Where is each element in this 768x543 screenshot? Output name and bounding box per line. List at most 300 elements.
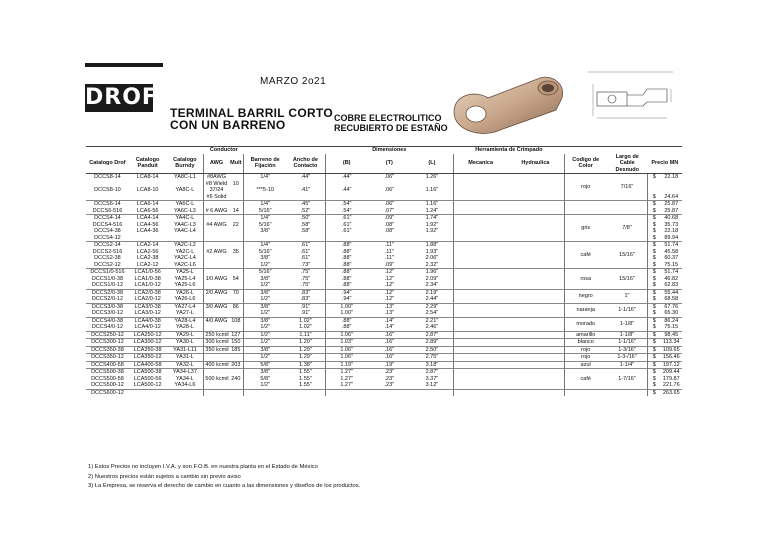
cell-hidraulica — [507, 310, 564, 317]
cell-barreno — [244, 235, 287, 242]
cell-precio: 67.76 — [660, 303, 682, 310]
cell-ancho: .83" — [300, 296, 311, 302]
cell-catalogo-drof: DCCS2-14 — [86, 242, 129, 249]
cell-catalogo-burndy: YA28-L4 — [166, 317, 204, 324]
cell-dim-t: .14" — [368, 317, 411, 324]
cell-catalogo-panduit: LCA300-12 — [129, 339, 167, 347]
cell-barreno: 1/2" — [244, 339, 287, 347]
cell-dim-t: .19" — [368, 361, 411, 369]
cell-dim-l — [411, 389, 454, 396]
cell-largo-cable: 7/8" — [607, 215, 648, 242]
cell-dim-t: .23" — [384, 375, 395, 382]
cell-largo-cable: 1-1/4" — [607, 361, 648, 369]
cell-ancho: .61" — [300, 248, 311, 255]
cell-hidraulica — [507, 201, 564, 208]
cell-barreno: 3/8" — [244, 303, 287, 310]
cell-barreno: 3/8" — [244, 289, 287, 296]
col-codigo-color: Codigo de Color — [564, 154, 607, 174]
cell-dim-b: 1.19" — [325, 361, 368, 369]
cell-ancho: .75" — [286, 269, 325, 276]
cell-mecanica — [454, 269, 508, 276]
cell-dim-l: 3.18" — [411, 361, 454, 369]
cell-mecanica — [454, 282, 508, 289]
cell-hidraulica — [507, 317, 564, 324]
cell-largo-cable: 15/16" — [607, 269, 648, 290]
cell-mecanica — [454, 369, 508, 376]
cell-ancho: .45" — [286, 201, 325, 208]
cell-catalogo-drof: DCCS4/0-38 — [86, 317, 129, 324]
cell-codigo-color — [564, 201, 607, 215]
cell-catalogo-drof: DCCS4-38 — [94, 228, 121, 234]
cell-hidraulica — [507, 389, 564, 396]
cell-hidraulica — [507, 289, 564, 296]
cell-barreno: 5/16" — [258, 248, 272, 255]
cell-mult — [229, 235, 244, 242]
cell-catalogo-drof: DCCS8-14 — [94, 174, 121, 180]
cell-mecanica — [454, 317, 508, 324]
cell-awg — [204, 310, 229, 317]
cell-ancho: 1.20" — [286, 339, 325, 347]
cell-awg — [204, 369, 229, 376]
cell-dim-b: .88" — [325, 324, 368, 331]
cell-dim-t — [368, 235, 411, 242]
col-catalogo-panduit: Catalogo Panduit — [129, 154, 167, 174]
cell-dim-l — [411, 194, 454, 201]
cell-awg: 400 kcmil — [205, 361, 229, 368]
cell-currency: $ — [648, 346, 661, 354]
cell-dim-b: .88" — [325, 249, 368, 256]
cell-catalogo-burndy: YA34-L — [175, 375, 194, 382]
cell-dim-b: 1.27" — [325, 382, 368, 389]
cell-dim-b: .61" — [325, 215, 368, 222]
cell-hidraulica — [507, 242, 564, 249]
cell-precio: 65.30 — [664, 310, 679, 316]
cell-ancho: .50" — [286, 215, 325, 222]
cell-catalogo-panduit: LCA4-14 — [129, 215, 167, 222]
col-l: (L) — [411, 154, 454, 174]
cell-mecanica — [454, 235, 508, 242]
cell-precio: 75.15 — [664, 324, 679, 330]
cell-mult: 70 — [229, 289, 244, 296]
cell-barreno: 1/4" — [244, 242, 287, 249]
cell-dim-b: .94" — [325, 289, 368, 296]
crimp-tool-header: Herramienta de Crimpado — [454, 147, 564, 154]
cell-dim-l: 1.16" — [411, 201, 454, 208]
cell-mult — [229, 324, 244, 331]
cell-mecanica — [454, 174, 508, 181]
cell-dim-l: 2.21" — [411, 317, 454, 324]
cell-dim-l: 2.50" — [411, 346, 454, 354]
cell-dim-b: .54" — [325, 208, 368, 215]
cell-codigo-color: rojo — [581, 183, 591, 190]
cell-catalogo-drof: DCCS1/0-38 — [91, 275, 124, 282]
cell-ancho: .73" — [300, 261, 311, 268]
cell-dim-t: .13" — [368, 303, 411, 310]
cell-ancho: .41" — [300, 187, 311, 193]
cell-dim-b: 1.27" — [325, 369, 368, 376]
cell-dim-b: .88" — [325, 269, 368, 276]
cell-mult: 86 — [229, 303, 244, 310]
cell-dim-l: 2.44" — [411, 296, 454, 303]
cell-catalogo-drof: DCCS2/0-12 — [91, 296, 124, 302]
cell-dim-t: .16" — [368, 354, 411, 362]
cell-barreno: 3/8" — [260, 228, 271, 234]
cell-mult — [229, 201, 244, 208]
cell-precio: 24.64 — [664, 193, 679, 200]
cell-barreno: 1/4" — [244, 201, 287, 208]
cell-currency: $ — [648, 331, 661, 339]
cell-precio: 109.65 — [660, 346, 682, 354]
cell-precio: 68.58 — [664, 296, 679, 302]
cell-dim-t: .14" — [384, 324, 395, 330]
cell-catalogo-drof: DCCS2-38 — [94, 255, 121, 261]
col-largo-cable: Largo de Cable Desnudo — [607, 154, 648, 174]
cell-mult — [229, 354, 244, 362]
cell-catalogo-panduit: LCA4-56 — [136, 221, 159, 228]
cell-awg — [204, 282, 229, 289]
cell-codigo-color: rojo — [564, 354, 607, 362]
cell-largo-cable: 1-1/8" — [607, 331, 648, 339]
cell-catalogo-panduit: LCA8-14 — [136, 174, 159, 180]
cell-catalogo-panduit: LCA2-12 — [136, 261, 159, 268]
brand-logo: DROF — [85, 85, 158, 110]
cell-catalogo-burndy: YA25-L4 — [174, 275, 196, 282]
cell-awg — [204, 389, 229, 396]
cell-catalogo-burndy: YA32-L — [166, 361, 204, 369]
table-row — [86, 369, 682, 376]
cell-catalogo-drof: DCCS2/0-38 — [86, 289, 129, 296]
cell-catalogo-panduit: LCA4-36 — [136, 228, 159, 234]
cell-dim-b: .88" — [325, 317, 368, 324]
cell-mult: 54 — [229, 276, 244, 283]
cell-dim-t: .16" — [368, 331, 411, 339]
terminal-lug-image — [444, 64, 574, 144]
table-row — [86, 354, 682, 362]
cell-dim-l: 2.19" — [411, 289, 454, 296]
cell-catalogo-drof: DCCS1/0-516 — [86, 269, 129, 276]
cell-hidraulica — [507, 369, 564, 376]
cell-dim-l: 2.75" — [411, 354, 454, 362]
cell-catalogo-panduit: LCA1/0-56 — [129, 269, 167, 276]
cell-awg: # 6 AWG — [205, 207, 228, 214]
cell-hidraulica — [507, 282, 564, 289]
cell-catalogo-panduit: LCA4/0-38 — [129, 317, 167, 324]
table-row — [86, 174, 682, 181]
cell-catalogo-drof — [86, 194, 129, 201]
cell-dim-b — [325, 194, 368, 201]
cell-currency: $ — [648, 282, 661, 289]
cell-hidraulica — [507, 346, 564, 354]
cell-awg — [204, 215, 229, 222]
cell-dim-t: .06" — [384, 174, 395, 180]
cell-catalogo-panduit: LCA4/0-12 — [134, 324, 161, 330]
cell-catalogo-panduit: LCA1/0-38 — [134, 275, 161, 282]
col-hidraulica: Hydraulica — [507, 154, 564, 174]
cell-mecanica — [454, 289, 508, 296]
cell-catalogo-panduit: LCA350-38 — [129, 346, 167, 354]
cell-dim-l: 1.92" — [411, 222, 454, 229]
cell-currency: $ — [648, 194, 661, 201]
cell-currency: $ — [648, 382, 661, 389]
cell-catalogo-drof: DCCS4-14 — [86, 215, 129, 222]
cell-hidraulica — [507, 339, 564, 347]
cell-mult: 35 — [229, 249, 244, 256]
cell-precio: 46.82 — [664, 275, 679, 282]
cell-largo-cable: 1-1/8" — [607, 317, 648, 331]
cell-dim-t: .16" — [368, 346, 411, 354]
cell-currency: $ — [648, 339, 661, 347]
cell-barreno: 1/2" — [260, 261, 271, 268]
cell-awg — [204, 269, 229, 276]
cell-codigo-color: azul — [564, 361, 607, 369]
cell-ancho: 1.38" — [286, 361, 325, 369]
cell-dim-t: .11" — [384, 248, 394, 255]
cell-dim-l: 2.54" — [411, 310, 454, 317]
cell-currency: $ — [648, 269, 661, 276]
cell-precio: 25.87 — [664, 207, 679, 214]
cell-precio: 40.68 — [660, 215, 682, 222]
cell-dim-b: 1.06" — [325, 354, 368, 362]
cell-awg: 500 kcmil — [205, 375, 229, 382]
cell-catalogo-burndy — [166, 194, 204, 201]
cell-catalogo-panduit: LCA500-12 — [133, 382, 162, 388]
product-title — [170, 107, 333, 131]
cell-catalogo-panduit: LCA500-38 — [129, 369, 167, 376]
cell-currency: $ — [648, 242, 661, 249]
cell-dim-b: .88" — [325, 242, 368, 249]
cell-largo-cable: 15/16" — [607, 242, 648, 269]
cell-hidraulica — [507, 262, 564, 269]
cell-currency: $ — [648, 361, 661, 369]
cell-awg: #6 Solid — [204, 194, 229, 201]
cell-catalogo-panduit: LCA2/0-38 — [129, 289, 167, 296]
cell-catalogo-burndy: YA25-L6 — [174, 282, 196, 288]
cell-precio: 45.58 — [664, 248, 679, 255]
cell-precio: 51.74 — [660, 242, 682, 249]
cell-codigo-color: blanco — [564, 339, 607, 347]
cell-mult — [229, 369, 244, 376]
cell-currency: $ — [648, 289, 661, 296]
cell-codigo-color: morado — [564, 317, 607, 331]
cell-dim-t: .09" — [384, 261, 395, 268]
cell-ancho: 1.29" — [286, 346, 325, 354]
cell-catalogo-burndy: YA26-L — [166, 289, 204, 296]
cell-mult — [229, 310, 244, 317]
cell-ancho: 1.55" — [299, 382, 312, 388]
cell-dim-b: 1.06" — [325, 331, 368, 339]
material-line: COBRE ELECTROLITICO — [334, 113, 442, 123]
cell-codigo-color — [564, 389, 607, 396]
cell-codigo-color: rojo — [564, 346, 607, 354]
cell-awg — [204, 296, 229, 303]
table-row — [86, 339, 682, 347]
cell-dim-l: 2.09" — [411, 276, 454, 283]
cell-awg: 2/0 AWG — [205, 289, 228, 296]
material-description — [334, 113, 448, 133]
cell-mecanica — [454, 339, 508, 347]
table-row — [86, 317, 682, 324]
cell-mecanica — [454, 346, 508, 354]
cell-catalogo-panduit: LCA2-56 — [136, 248, 159, 255]
cell-dim-l: 1.88" — [411, 242, 454, 249]
cell-awg: 37/24 — [204, 187, 229, 194]
cell-mult: 22 — [229, 222, 244, 229]
cell-precio: 86.24 — [660, 317, 682, 324]
cell-catalogo-burndy: YA29-L — [166, 331, 204, 339]
cell-catalogo-panduit: LCA3/0-12 — [134, 310, 161, 316]
cell-barreno: 1/2" — [260, 282, 271, 288]
cell-mult — [229, 269, 244, 276]
col-catalogo-drof: Catalogo Drof — [86, 154, 129, 174]
price-list-date: MARZO 2o21 — [260, 76, 327, 87]
cell-precio: 209.44 — [660, 369, 682, 376]
cell-awg: 3/0 AWG — [205, 303, 228, 310]
cell-currency: $ — [648, 201, 661, 208]
cell-dim-t — [368, 389, 411, 396]
cell-mult: 127 — [229, 331, 244, 339]
table-row — [86, 331, 682, 339]
cell-codigo-color: café — [564, 369, 607, 390]
cell-catalogo-burndy — [166, 235, 204, 242]
price-table-body — [86, 174, 682, 397]
cell-largo-cable: 7/16" — [620, 183, 634, 190]
cell-catalogo-drof: DCCS2-12 — [94, 261, 121, 268]
cell-ancho: .58" — [300, 221, 311, 228]
cell-precio: 62.83 — [664, 282, 679, 288]
cell-catalogo-drof: DCCS400-58 — [86, 361, 129, 369]
cell-dim-b: 1.00" — [325, 310, 368, 317]
table-row — [86, 201, 682, 208]
cell-codigo-color: gris — [564, 215, 607, 242]
cell-mult — [229, 389, 244, 396]
cell-dim-t: .12" — [368, 269, 411, 276]
cell-dim-l: 1.93" — [411, 249, 454, 256]
cell-awg: 4/0 AWG — [205, 317, 228, 324]
cell-catalogo-burndy: YA8C-L — [175, 187, 195, 193]
cell-precio: 60.37 — [664, 255, 679, 261]
cell-mult: 10 — [229, 181, 244, 188]
cell-awg — [204, 201, 229, 208]
cell-dim-t: .11" — [368, 242, 411, 249]
cell-mult: 150 — [229, 339, 244, 347]
cell-catalogo-panduit: LCA250-12 — [129, 331, 167, 339]
cell-barreno: 1/2" — [244, 331, 287, 339]
cell-catalogo-panduit — [129, 235, 167, 242]
cell-barreno: ***5-10 — [256, 187, 274, 193]
col-precio: Precio MN — [648, 154, 682, 174]
cell-ancho: .91" — [300, 310, 311, 316]
cell-awg: 300 kcmil — [205, 339, 229, 345]
cell-awg — [204, 262, 229, 269]
cell-mult: 14 — [229, 208, 244, 215]
cell-barreno: 3/8" — [244, 346, 287, 354]
cell-catalogo-burndy — [166, 389, 204, 396]
cell-hidraulica — [507, 296, 564, 303]
cell-precio: 179.87 — [662, 375, 680, 382]
cell-dim-t: .12" — [384, 296, 395, 302]
cell-dim-b: .88" — [325, 282, 368, 289]
cell-dim-l: 1.26" — [411, 174, 454, 181]
cell-catalogo-burndy: YA25-L — [166, 269, 204, 276]
cell-currency: $ — [648, 215, 661, 222]
cell-dim-t: .12" — [384, 282, 395, 288]
cell-largo-cable — [607, 201, 648, 215]
cell-mult — [229, 242, 244, 249]
cell-catalogo-panduit: LCA1/0-12 — [134, 282, 161, 288]
cell-barreno: 3/8" — [244, 369, 287, 376]
cell-catalogo-panduit — [129, 389, 167, 396]
cell-precio: 51.74 — [660, 269, 682, 276]
cell-mult — [229, 215, 244, 222]
cell-currency: $ — [648, 369, 661, 376]
col-t: (T) — [368, 154, 411, 174]
cell-catalogo-burndy: YA6C-L3 — [173, 207, 196, 214]
cell-catalogo-drof: DCCS600-12 — [86, 389, 129, 396]
cell-dim-b: .94" — [325, 296, 368, 303]
cell-dim-l: 1.16" — [411, 187, 454, 194]
cell-barreno: 3/8" — [260, 255, 271, 261]
cell-catalogo-panduit: LCA500-56 — [133, 375, 162, 382]
cell-codigo-color: café — [564, 242, 607, 269]
cell-precio: 22.18 — [664, 228, 679, 234]
cell-dim-l: 3.37" — [411, 376, 454, 383]
cell-precio: 113.34 — [660, 339, 682, 347]
footnote: 1) Estos Precios no incluyen I.V.A. y son F.O.B. en nuestra planta en el Estado de México — [88, 464, 318, 470]
cell-dim-l: 2.32" — [411, 262, 454, 269]
col-catalogo-burndy: Catalogo Burndy — [166, 154, 204, 174]
cell-hidraulica — [507, 174, 564, 181]
cell-currency: $ — [648, 208, 661, 215]
price-table — [86, 146, 682, 396]
cell-hidraulica — [507, 269, 564, 276]
cell-ancho: .83" — [286, 289, 325, 296]
table-row — [86, 389, 682, 396]
cell-precio: 35.73 — [664, 221, 679, 228]
cell-ancho: 1.55" — [286, 369, 325, 376]
cell-barreno — [244, 389, 287, 396]
cell-catalogo-drof: DCCS350-12 — [86, 354, 129, 362]
cell-dim-t: .06" — [368, 201, 411, 208]
cell-mult: 240 — [229, 376, 244, 383]
footnote: 2) Nuestros precios están sujetos a cambio sin previo aviso — [88, 473, 241, 480]
cell-barreno: 5/8" — [260, 375, 271, 382]
product-title-line: TERMINAL BARRIL CORTO — [170, 106, 333, 120]
cell-catalogo-burndy: YA4C-L4 — [173, 228, 196, 234]
cell-barreno: 1/2" — [260, 310, 271, 316]
cell-catalogo-burndy: YA30-L — [166, 339, 204, 347]
cell-awg: 250 kcmil — [205, 331, 229, 338]
cell-catalogo-burndy: YA34-L37 — [166, 369, 204, 376]
cell-dim-t: .13" — [384, 310, 395, 316]
cell-mult: 108 — [229, 317, 244, 324]
cell-dim-l: 2.87" — [411, 369, 454, 376]
cell-ancho — [286, 389, 325, 396]
cell-precio: 25.87 — [660, 201, 682, 208]
conductor-header: Conductor — [204, 147, 244, 154]
table-row — [86, 303, 682, 310]
cell-largo-cable: 1-3-/16" — [607, 354, 648, 362]
cell-dim-l: 3.12" — [411, 382, 454, 389]
cell-dim-t: .23" — [384, 382, 395, 388]
cell-codigo-color: negro — [564, 289, 607, 303]
cell-currency: $ — [648, 228, 661, 235]
cell-dim-b — [325, 389, 368, 396]
cell-barreno: 1/2" — [260, 296, 271, 302]
cell-largo-cable: 1-1/16" — [607, 339, 648, 347]
cell-hidraulica — [507, 361, 564, 369]
cell-dim-b: 1.00" — [325, 303, 368, 310]
cell-awg: #2 AWG — [204, 249, 229, 256]
